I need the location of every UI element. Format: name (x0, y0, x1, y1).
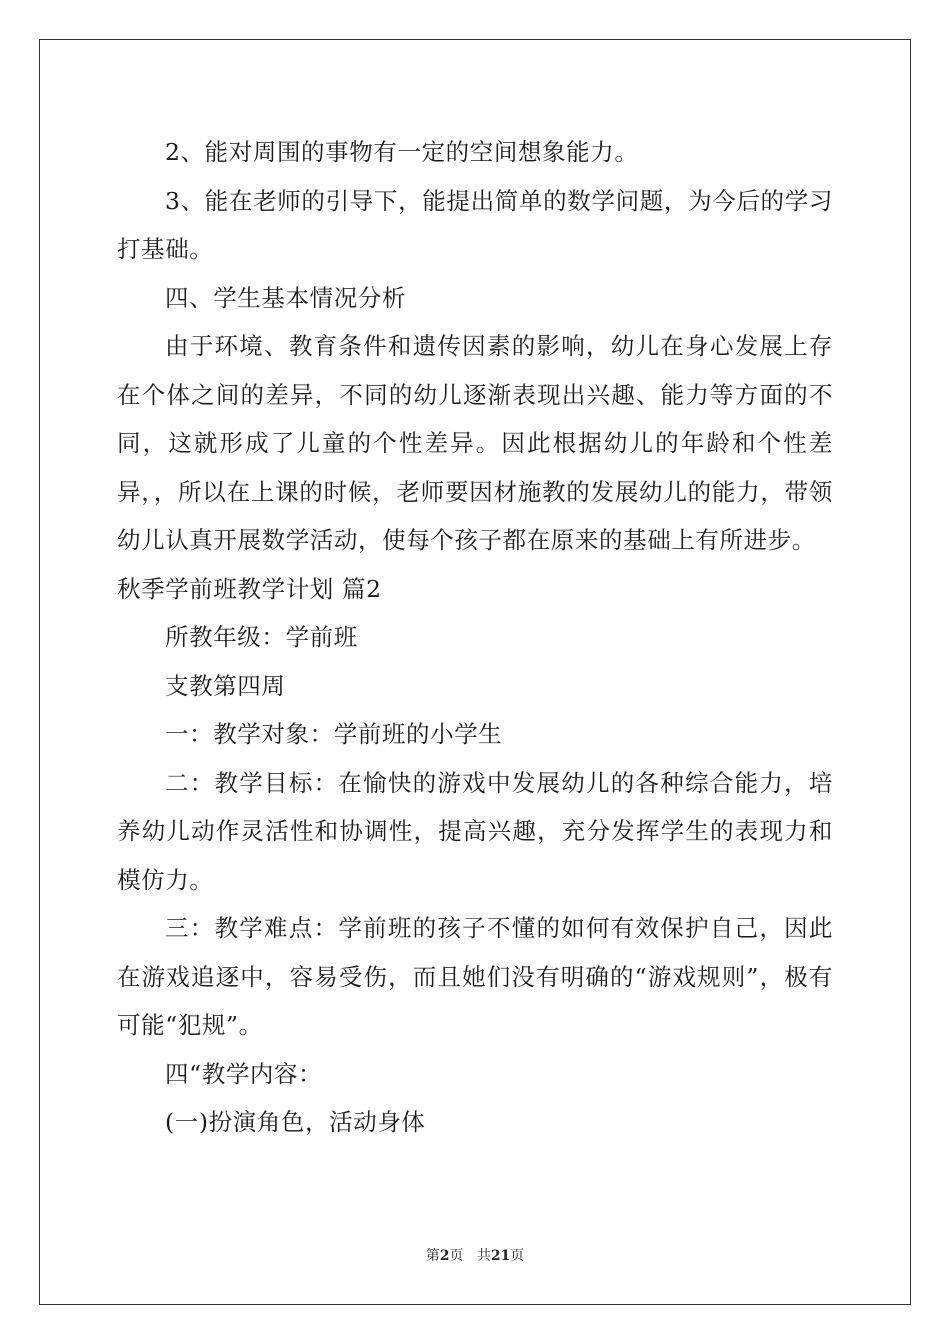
paragraph: 一：教学对象：学前班的小学生 (165, 720, 503, 748)
paragraph: 二：教学目标：在愉快的游戏中发展幼儿的各种综合能力，培养幼儿动作灵活性和协调性，提高兴趣，充分发挥学生的表现力和模仿力。 (117, 768, 833, 894)
section-heading: 四、学生基本情况分析 (165, 283, 406, 312)
page-number: 2 (439, 1248, 450, 1264)
paragraph: 由于环境、教育条件和遗传因素的影响，幼儿在身心发展上存在个体之间的差异，不同的幼儿逐渐表现出兴趣、能力等方面的不同，这就形成了儿童的个性差异。因此根据幼儿的年龄和个性差异，，所以在上课的时候，老师要因材施教的发展幼儿的能力，带领幼儿认真开展数学活动，使每个孩子都在原来的基础上有所进步。 (117, 332, 833, 554)
paragraph: 2、能对周围的事物有一定的空间想象能力。 (165, 138, 639, 166)
page-suffix: 页 (449, 1248, 464, 1264)
paragraph: 支教第四周 (165, 671, 286, 700)
total-suffix: 页 (510, 1248, 525, 1264)
paragraph: 三：教学难点：学前班的孩子不懂的如何有效保护自己，因此在游戏追逐中，容易受伤，而且她们没有明确的“游戏规则”，极有可能“犯规”。 (117, 914, 833, 1039)
paragraph: (一)扮演角色，活动身体 (165, 1108, 426, 1136)
document-body (117, 128, 833, 1147)
paragraph: 四“教学内容： (165, 1059, 323, 1088)
page-footer (0, 1245, 950, 1265)
total-pages: 21 (490, 1248, 511, 1264)
paragraph: 所教年级：学前班 (165, 623, 358, 651)
total-prefix: 共 (476, 1248, 491, 1264)
page-prefix: 第 (425, 1248, 440, 1264)
paragraph: 3、能在老师的引导下，能提出简单的数学问题，为今后的学习打基础。 (117, 186, 833, 263)
article-title: 秋季学前班教学计划 篇2 (117, 574, 382, 603)
